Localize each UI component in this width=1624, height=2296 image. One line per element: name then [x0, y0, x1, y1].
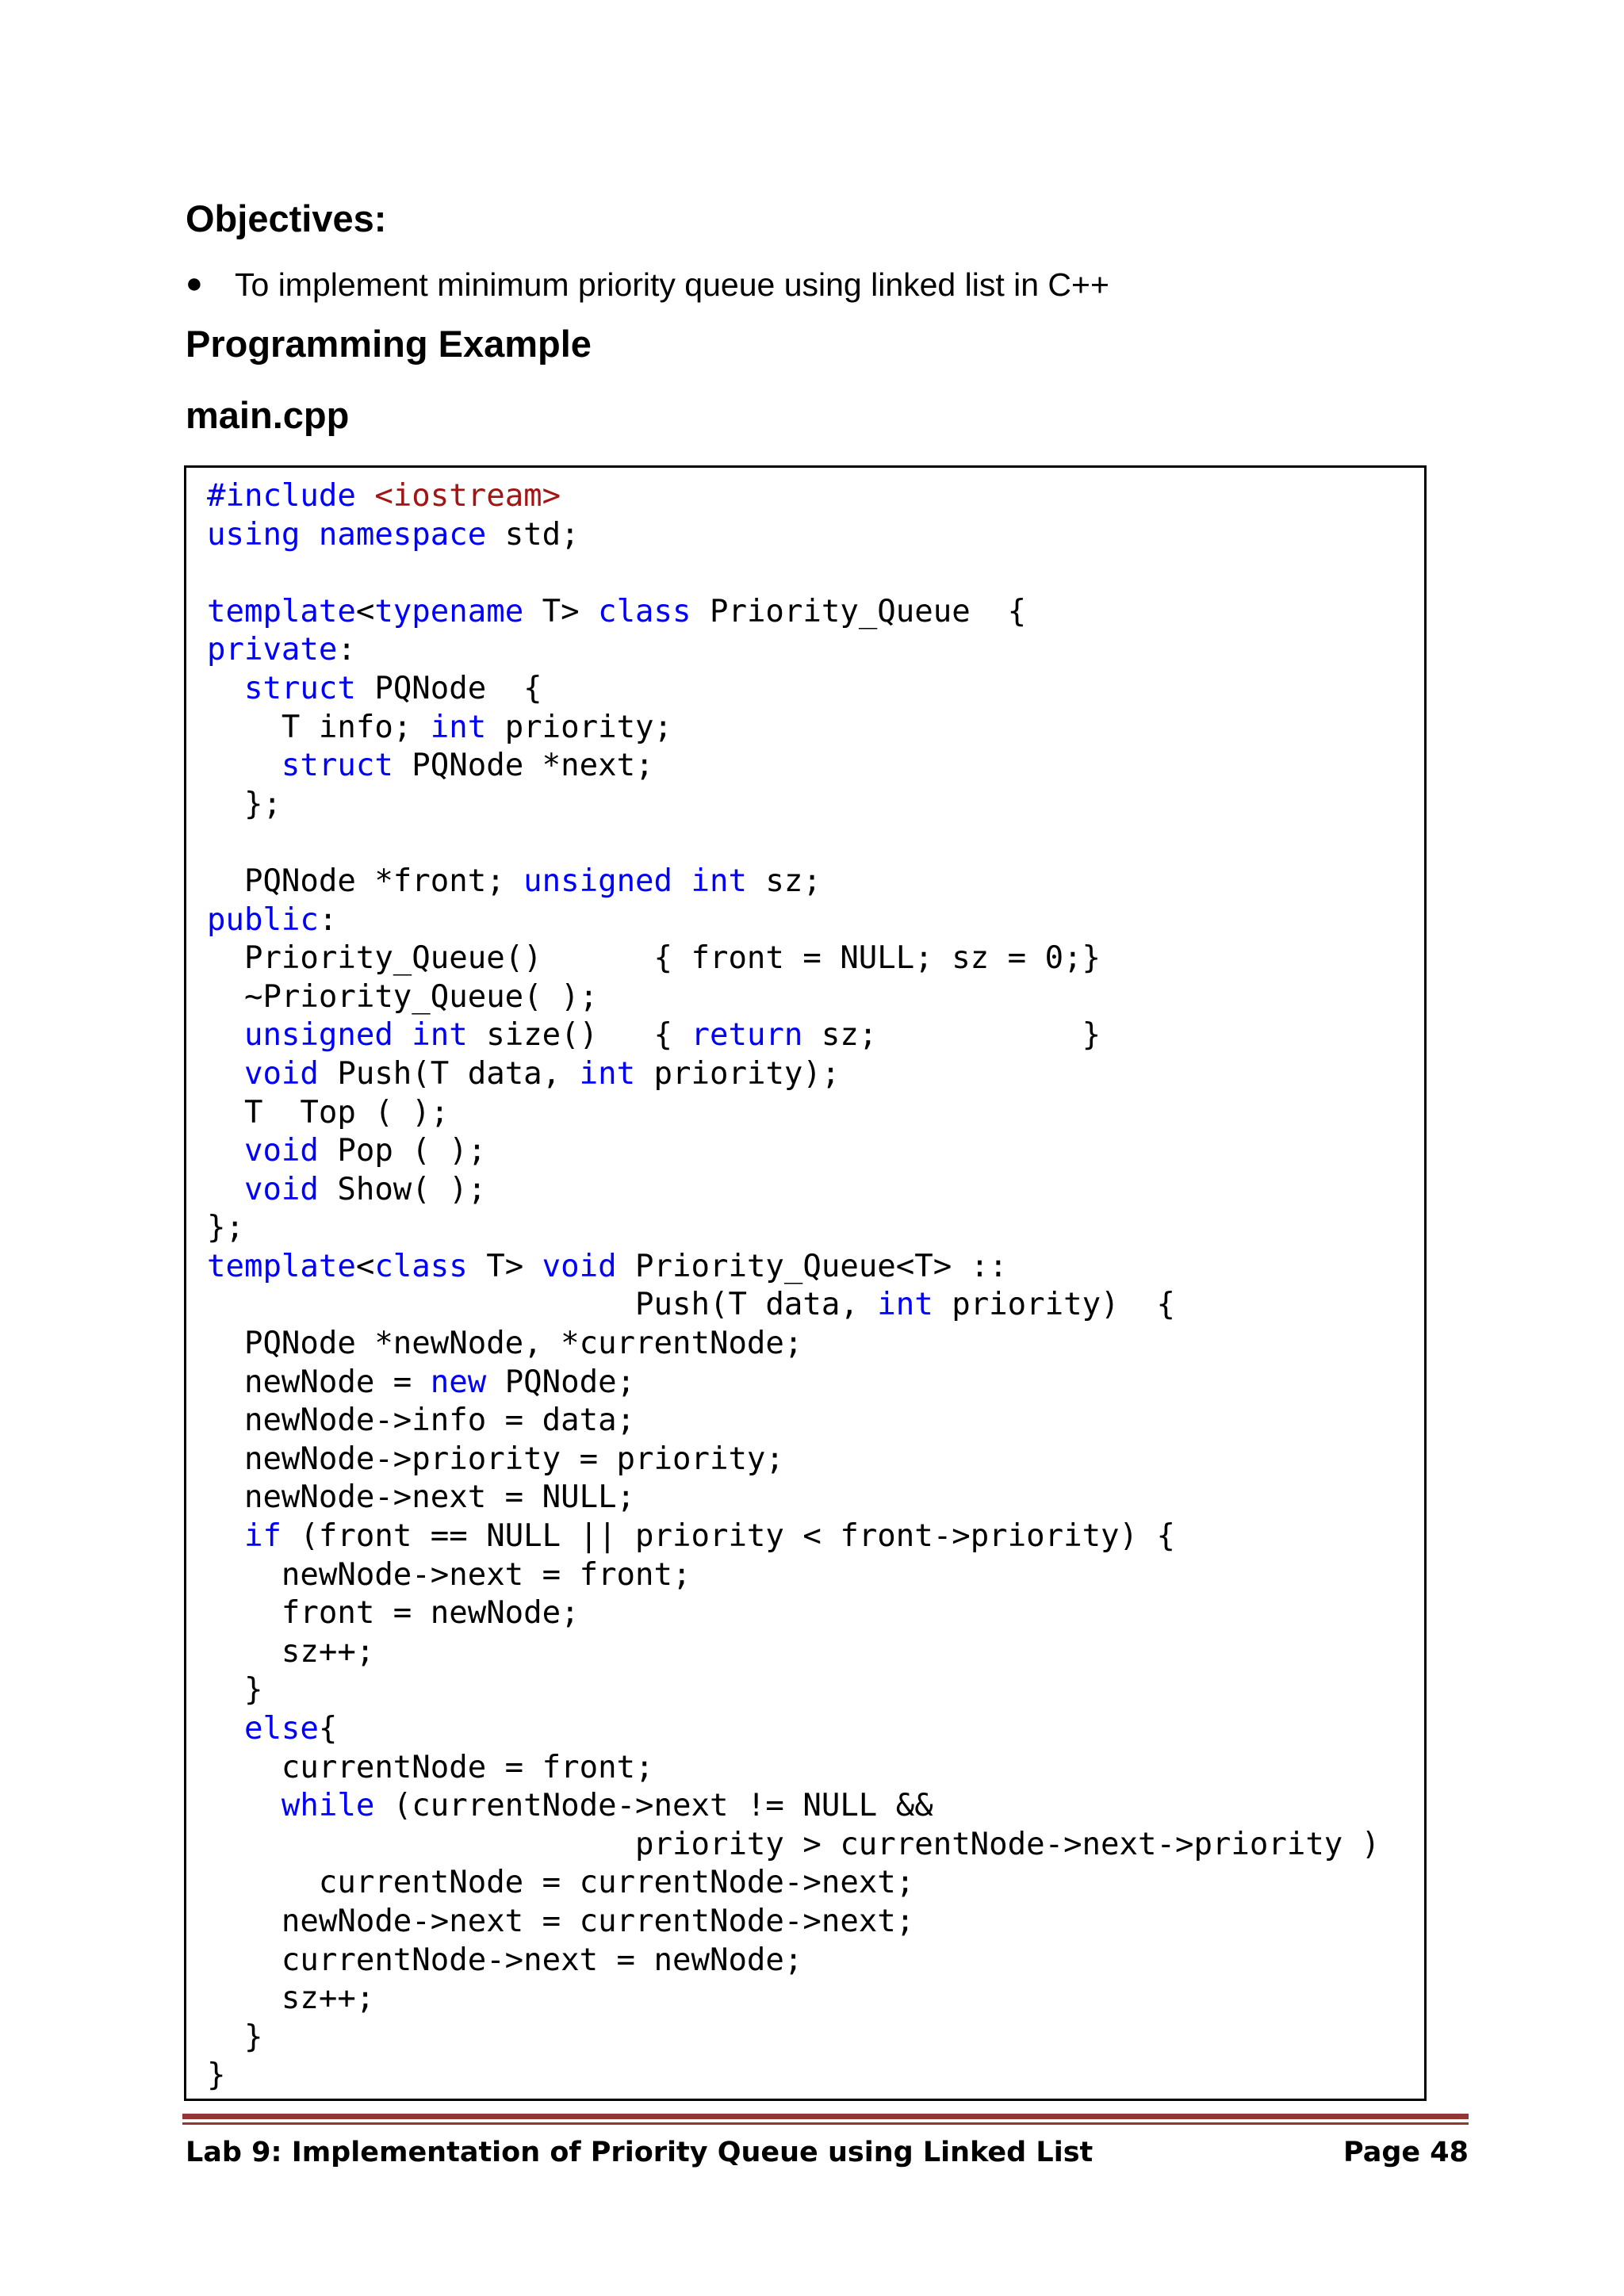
code-line [207, 1325, 1380, 1364]
code-line [207, 554, 1380, 593]
code-line [207, 2057, 1380, 2095]
code-text: PQNode { [355, 670, 542, 706]
code-text: currentNode->next = newNode; [207, 1942, 803, 1978]
programming-example-heading: Programming Example [186, 323, 592, 365]
code-text [207, 671, 244, 706]
code-line [207, 1248, 1380, 1287]
code-line [207, 978, 1380, 1017]
code-text [207, 1056, 244, 1092]
objective-text: To implement minimum priority queue using linked list in C++ [235, 266, 1109, 303]
code-text [207, 1788, 282, 1823]
file-name-heading: main.cpp [186, 394, 350, 436]
code-text: priority) { [933, 1287, 1175, 1323]
code-text: sz++; [207, 1980, 375, 2017]
code-text: priority; [486, 709, 673, 745]
code-keyword: new [430, 1364, 487, 1400]
code-keyword: void [243, 1055, 319, 1092]
code-text: priority > currentNode->next->priority ) [207, 1826, 1381, 1862]
code-line [207, 1671, 1380, 1710]
code-line [207, 1016, 1380, 1055]
code-keyword: int [430, 709, 487, 745]
code-keyword: int [691, 863, 747, 899]
code-line [207, 1441, 1380, 1479]
code-keyword: void [243, 1133, 319, 1169]
code-text [207, 1133, 244, 1169]
code-keyword: using [207, 516, 301, 553]
code-line [207, 1517, 1380, 1556]
code-text: priority); [635, 1055, 841, 1092]
footer-rule-thin [182, 2122, 1469, 2125]
code-line [207, 1826, 1380, 1865]
code-keyword: namespace [318, 516, 487, 553]
code-text: }; [207, 1210, 244, 1246]
footer-title: Lab 9: Implementation of Priority Queue using Linked List [186, 2137, 1094, 2168]
code-keyword: int [412, 1017, 468, 1054]
code-keyword: class [598, 593, 691, 629]
code-listing [207, 477, 1380, 2095]
code-string: <iostream> [374, 478, 561, 514]
code-text: < [355, 1248, 375, 1284]
code-line [207, 709, 1380, 748]
code-keyword: template [207, 1248, 356, 1284]
code-text: newNode->info = data; [207, 1402, 636, 1439]
objectives-heading: Objectives: [186, 197, 387, 239]
code-text [207, 1017, 244, 1053]
code-text: newNode->priority = priority; [207, 1441, 784, 1477]
code-line [207, 477, 1380, 516]
code-text: PQNode *front; [207, 863, 524, 899]
code-text: PQNode *newNode, *currentNode; [207, 1326, 803, 1362]
code-text: (currentNode->next != NULL && [374, 1788, 933, 1824]
code-line [207, 1864, 1380, 1903]
code-text [393, 1017, 412, 1053]
page-number: Page 48 [1342, 2137, 1469, 2168]
code-text: Show( ); [318, 1171, 487, 1207]
code-keyword: void [542, 1248, 617, 1284]
code-text: < [355, 593, 375, 629]
code-text: sz; [746, 863, 822, 899]
code-text: T> [467, 1248, 542, 1284]
code-text: newNode->next = currentNode->next; [207, 1903, 915, 1939]
code-line [207, 1209, 1380, 1248]
code-keyword: #include [207, 478, 375, 514]
code-text: Push(T data, [207, 1287, 878, 1323]
code-text: newNode->next = NULL; [207, 1479, 636, 1516]
code-block [184, 465, 1427, 2101]
code-keyword: template [207, 593, 356, 629]
code-line [207, 2019, 1380, 2057]
code-text: T> [523, 593, 599, 629]
code-text: ~Priority_Queue( ); [207, 978, 599, 1015]
code-keyword: while [281, 1788, 375, 1824]
code-line [207, 1402, 1380, 1441]
code-line [207, 1556, 1380, 1595]
code-keyword: struct [281, 748, 393, 784]
code-text: Priority_Queue { [691, 593, 1027, 629]
code-keyword: return [691, 1017, 803, 1054]
code-text: PQNode; [486, 1364, 636, 1400]
code-text: }; [207, 786, 282, 822]
code-keyword: public [207, 901, 319, 938]
code-line [207, 1171, 1380, 1210]
code-keyword: int [877, 1287, 933, 1323]
code-line [207, 824, 1380, 863]
code-line [207, 516, 1380, 555]
code-line [207, 1942, 1380, 1980]
code-line [207, 631, 1380, 670]
code-text: (front == NULL || priority < front->priority) { [281, 1518, 1175, 1555]
code-line [207, 786, 1380, 825]
code-line [207, 747, 1380, 786]
code-keyword: int [579, 1055, 636, 1092]
code-text: } [207, 2057, 226, 2094]
code-line [207, 863, 1380, 901]
objective-item [186, 266, 1109, 304]
code-line [207, 1132, 1380, 1171]
bullet-icon: ● [186, 266, 203, 299]
code-line [207, 1286, 1380, 1325]
code-line [207, 939, 1380, 978]
code-text: front = newNode; [207, 1595, 580, 1632]
code-line [207, 1633, 1380, 1672]
code-line [207, 1594, 1380, 1633]
code-line [207, 1055, 1380, 1094]
code-keyword: if [243, 1518, 282, 1555]
code-text: : [318, 901, 338, 938]
code-text: Push(T data, [318, 1055, 580, 1092]
footer-rule [182, 2114, 1469, 2119]
code-text: std; [486, 516, 580, 553]
code-line [207, 1479, 1380, 1517]
code-text: size() { [467, 1017, 691, 1054]
code-text: } [207, 1672, 263, 1709]
code-keyword: unsigned [523, 863, 673, 899]
code-line [207, 1710, 1380, 1749]
code-keyword: else [243, 1711, 319, 1747]
code-text [207, 748, 282, 783]
code-keyword: private [207, 632, 338, 668]
code-text: T Top ( ); [207, 1094, 450, 1131]
code-text: { [318, 1711, 338, 1747]
code-text: } [207, 2019, 263, 2055]
code-text [207, 1172, 244, 1207]
code-keyword: class [374, 1248, 468, 1284]
code-line [207, 1749, 1380, 1788]
code-text: : [337, 632, 356, 668]
code-text: currentNode = front; [207, 1749, 654, 1785]
objectives-list [186, 266, 1109, 304]
code-text: sz; } [802, 1017, 1101, 1054]
code-keyword: struct [243, 670, 356, 706]
code-keyword: void [243, 1171, 319, 1207]
code-text: newNode->next = front; [207, 1556, 691, 1593]
code-line [207, 593, 1380, 632]
code-keyword: unsigned [243, 1017, 393, 1054]
code-text: currentNode = currentNode->next; [207, 1865, 915, 1901]
code-line [207, 901, 1380, 940]
code-line [207, 1903, 1380, 1942]
code-text [672, 863, 691, 899]
code-text: Priority_Queue<T> :: [616, 1248, 1008, 1284]
code-text [300, 517, 318, 553]
code-text: T info; [207, 709, 431, 745]
code-text [207, 1711, 244, 1747]
code-keyword: typename [374, 593, 524, 629]
code-text: PQNode *next; [393, 748, 654, 784]
code-text: sz++; [207, 1633, 375, 1670]
code-line [207, 1980, 1380, 2019]
code-text: Priority_Queue() { front = NULL; sz = 0;} [207, 940, 1101, 977]
code-line [207, 1094, 1380, 1133]
code-text: Pop ( ); [318, 1133, 487, 1169]
code-line [207, 670, 1380, 709]
code-line [207, 1364, 1380, 1402]
code-line [207, 1787, 1380, 1826]
code-text [207, 1518, 244, 1554]
code-text: newNode = [207, 1364, 431, 1400]
